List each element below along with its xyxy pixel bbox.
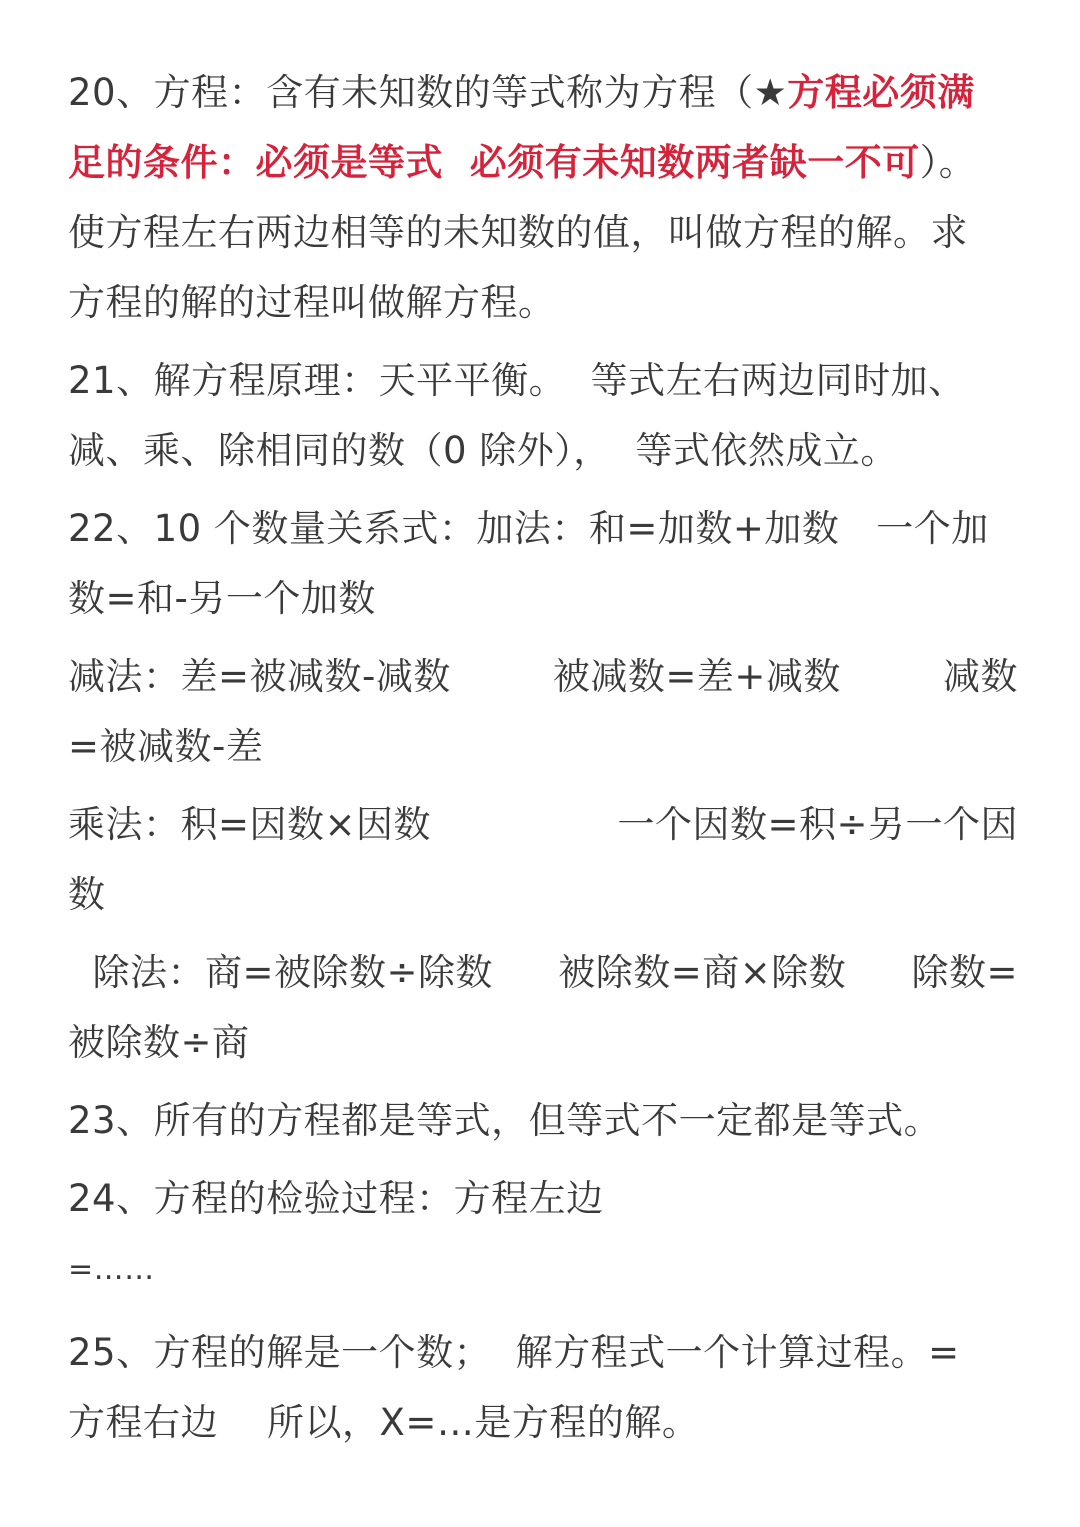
- subtraction-formula-3: 减数: [943, 655, 1018, 698]
- p22-division-line-2: 被除数÷商: [68, 1021, 250, 1064]
- p20-line-2: [68, 128, 1018, 198]
- p25-line-1: 25、方程的解是一个数； 解方程式一个计算过程。=: [68, 1331, 960, 1374]
- p20-line-4: 方程的解的过程叫做解方程。: [68, 281, 556, 324]
- p20-text-b: ）。: [919, 141, 977, 184]
- p22-subtraction-line-2: =被减数-差: [68, 725, 264, 768]
- p25-line-2: 方程右边 所以，X=…是方程的解。: [68, 1401, 700, 1444]
- subtraction-formula-1: 减法：差=被减数-减数: [68, 655, 451, 698]
- division-formula-2: 被除数=商×除数: [558, 951, 847, 994]
- p23-line-1: 23、所有的方程都是等式，但等式不一定都是等式。: [68, 1099, 942, 1142]
- p22-multiplication-line: [68, 790, 1018, 860]
- p22-line-2: 数=和-另一个加数: [68, 577, 376, 620]
- multiplication-formula-2: 一个因数=积÷另一个因: [617, 803, 1018, 846]
- multiplication-formula-1: 乘法：积=因数×因数: [68, 803, 432, 846]
- p22-multiplication-line-2: 数: [68, 873, 106, 916]
- p20-highlight-2: 足的条件：必须是等式 必须有未知数两者缺一不可: [68, 141, 920, 184]
- p20-text-a: 20、方程：含有未知数的等式称为方程（★: [68, 71, 788, 114]
- p21-line-2: 减、乘、除相同的数（0 除外）， 等式依然成立。: [68, 429, 898, 472]
- p21-line-1: 21、解方程原理：天平平衡。 等式左右两边同时加、: [68, 359, 966, 402]
- division-formula-1: 除法：商=被除数÷除数: [68, 951, 494, 994]
- subtraction-formula-2: 被减数=差+减数: [552, 655, 841, 698]
- p20-line-3: 使方程左右两边相等的未知数的值，叫做方程的解。求: [68, 211, 968, 254]
- p24-line-2: =……: [68, 1252, 155, 1287]
- p22-subtraction-line: [68, 642, 1018, 712]
- p24-line-1: 24、方程的检验过程：方程左边: [68, 1177, 604, 1220]
- p22-division-line: [68, 938, 1018, 1008]
- p20-line-1: [68, 58, 1018, 128]
- p20-highlight-1: 方程必须满: [787, 71, 975, 114]
- p22-line-1: 22、10 个数量关系式：加法：和=加数+加数 一个加: [68, 507, 989, 550]
- document-body: [68, 58, 1018, 1458]
- division-formula-3: 除数=: [911, 951, 1018, 994]
